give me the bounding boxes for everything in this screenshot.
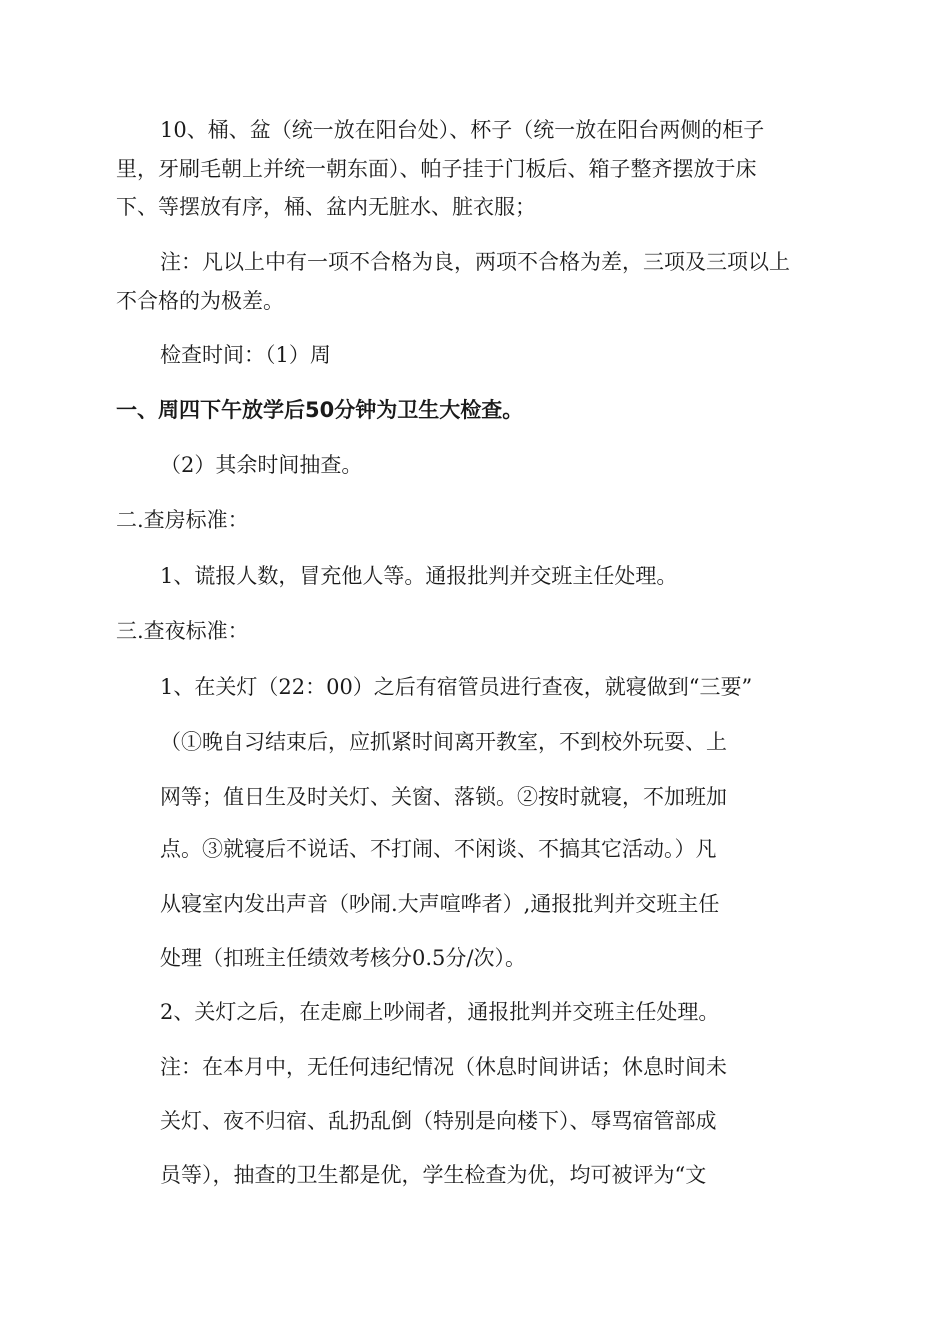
- section3-title: 三.查夜标准：: [116, 619, 249, 643]
- section2-item1: 1、谎报人数，冒充他人等。通报批判并交班主任处理。: [160, 564, 678, 588]
- section3-item1-line-3: 网等；值日生及时关灯、关窗、落锁。②按时就寝，不加班加: [160, 785, 727, 809]
- check-time: 检查时间：（1）周: [160, 343, 331, 367]
- heading-weekly-inspection: 一、周四下午放学后50分钟为卫生大检查。: [116, 398, 524, 422]
- section3-item1-line-6: 处理（扣班主任绩效考核分0.5分/次）。: [160, 946, 526, 970]
- section3-item1-line-4: 点。③就寝后不说话、不打闹、不闲谈、不搞其它活动。）凡: [160, 837, 717, 861]
- item10-line-1: 10、桶、盆（统一放在阳台处）、杯子（统一放在阳台两侧的柜子: [160, 118, 765, 142]
- note2-line-1: 注：在本月中，无任何违纪情况（休息时间讲话；休息时间未: [160, 1055, 727, 1079]
- note2-line-3: 员等），抽查的卫生都是优，学生检查为优，均可被评为“文: [160, 1163, 707, 1187]
- note1-line-2: 不合格的为极差。: [116, 289, 284, 313]
- section3-item1-line-2: （①晚自习结束后，应抓紧时间离开教室，不到校外玩耍、上: [160, 730, 727, 754]
- section3-item1-line-5: 从寝室内发出声音（吵闹.大声喧哗者）,通报批判并交班主任: [160, 892, 720, 916]
- item10-line-3: 下、等摆放有序，桶、盆内无脏水、脏衣服；: [116, 195, 536, 219]
- item10-line-2: 里，牙刷毛朝上并统一朝东面）、帕子挂于门板后、箱子整齐摆放于床: [116, 157, 757, 181]
- section3-item2: 2、关灯之后，在走廊上吵闹者，通报批判并交班主任处理。: [160, 1000, 720, 1024]
- section3-item1-line-1: 1、在关灯（22：00）之后有宿管员进行查夜，就寝做到“三要”: [160, 675, 753, 699]
- section2-title: 二.查房标准：: [116, 508, 249, 532]
- note2-line-2: 关灯、夜不归宿、乱扔乱倒（特别是向楼下）、辱骂宿管部成: [160, 1109, 717, 1133]
- random-check: （2）其余时间抽查。: [160, 453, 363, 477]
- note1-line-1: 注：凡以上中有一项不合格为良，两项不合格为差，三项及三项以上: [160, 250, 790, 274]
